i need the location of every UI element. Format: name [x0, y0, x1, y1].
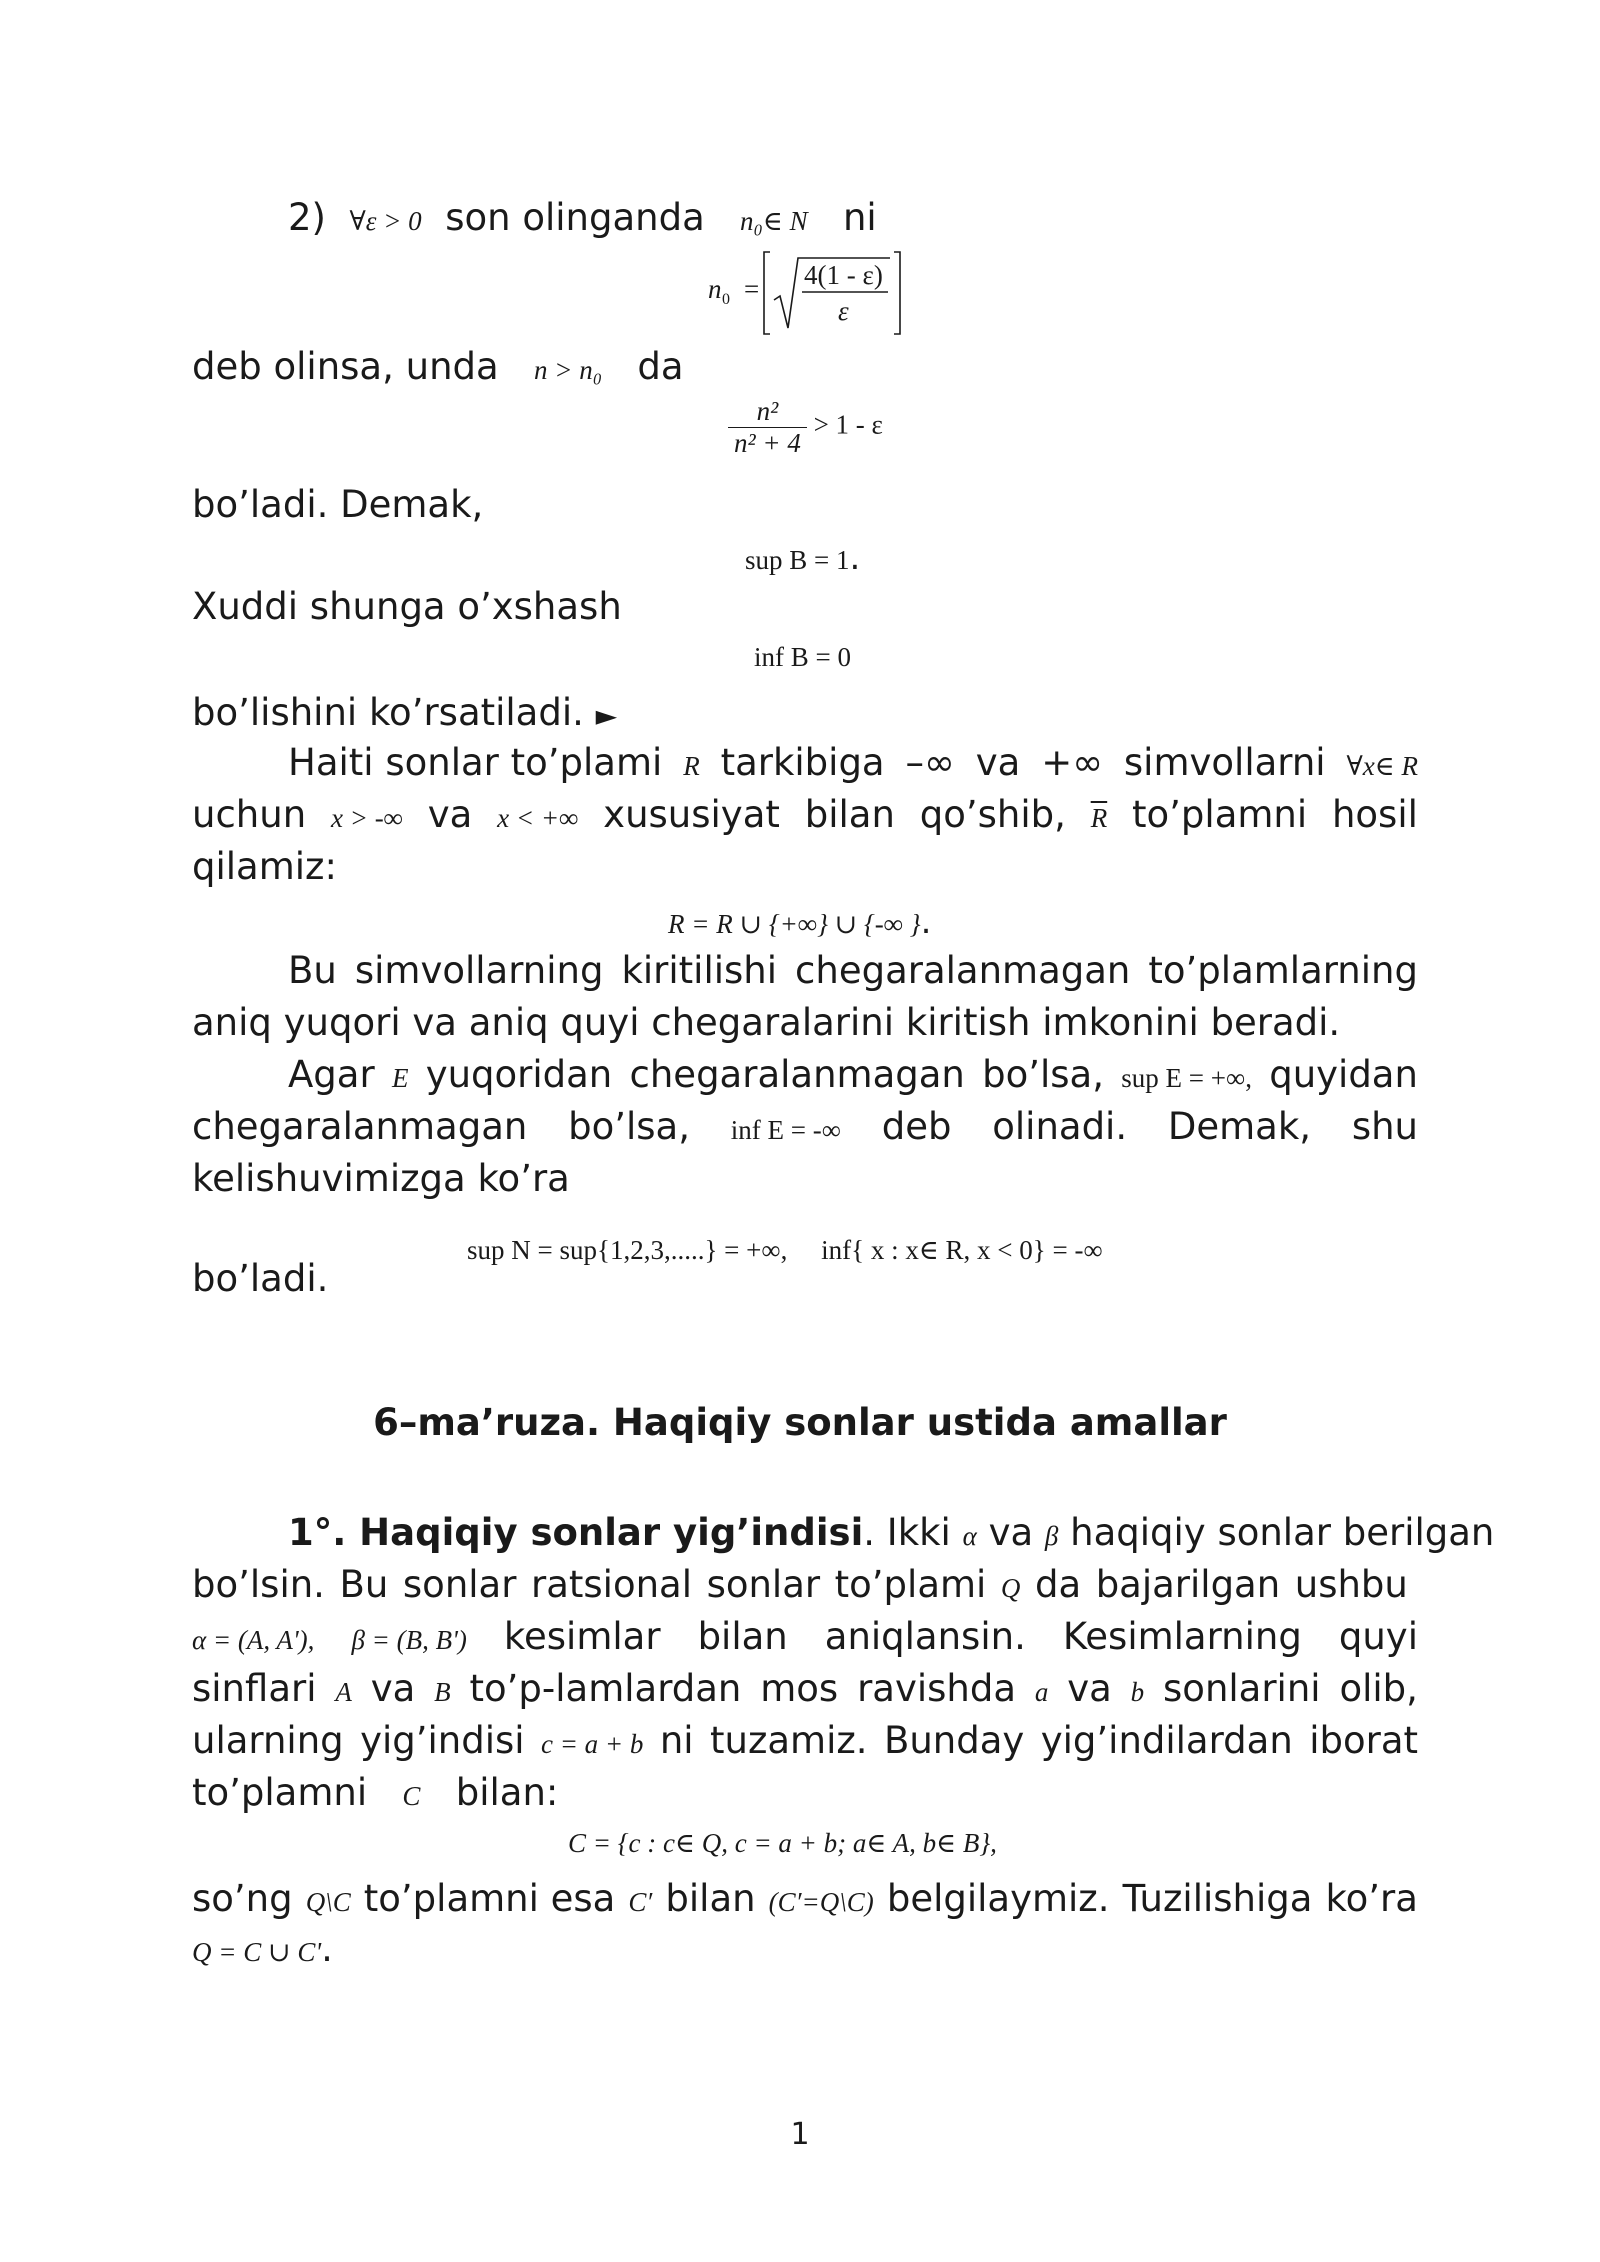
text: chegaralanmagan — [795, 949, 1131, 992]
item-number: 2) — [288, 196, 326, 239]
math-x-lt-plus-inf: x < +∞ — [497, 803, 579, 833]
right-floor-bracket — [894, 252, 900, 334]
justified-line — [192, 1874, 1418, 1927]
text: belgilaymiz. — [886, 1877, 1110, 1920]
math-a: a — [1034, 1677, 1049, 1707]
paragraph-line — [192, 842, 337, 892]
numerator: 4(1 - ε) — [804, 260, 883, 290]
period: . — [920, 902, 932, 942]
paragraph-line — [192, 688, 617, 741]
text: kesimlar — [503, 1615, 661, 1658]
text: Kesimlarning — [1062, 1615, 1302, 1658]
n0-subscript: 0 — [722, 291, 730, 308]
math-b: b — [1130, 1677, 1145, 1707]
text: simvollarning — [354, 949, 604, 992]
text: son olinganda — [445, 196, 705, 239]
math-c-eq-a-plus-b: c = a + b — [540, 1729, 644, 1759]
text: Xuddi shunga o’xshash — [192, 585, 622, 628]
paragraph-line — [192, 582, 622, 632]
n0-symbol: n — [708, 274, 722, 304]
fraction — [728, 396, 807, 459]
math-E: E — [391, 1063, 409, 1093]
text: ravishda — [857, 1667, 1017, 1710]
text: bo’lishini ko’rsatiladi. — [192, 691, 584, 734]
text: tarkibiga — [720, 741, 885, 784]
text: bilan: — [455, 1771, 559, 1814]
text: va — [1067, 1667, 1112, 1710]
text: kelishuvimizga ko’ra — [192, 1157, 570, 1200]
sup-N-text: sup N = sup{1,2,3,.....} = +∞, inf{ x : x∈ R, x < 0} = -∞ — [467, 1235, 1103, 1265]
text: va — [988, 1511, 1034, 1554]
math-n-gt-n0: n > n₀ — [533, 355, 603, 385]
justified-line — [192, 790, 1418, 843]
text: da — [637, 345, 684, 388]
text: sonlar — [706, 1563, 821, 1606]
equals-sign: = — [744, 274, 760, 304]
text: shu — [1351, 1105, 1418, 1148]
math-R-bar: $\overline{R}$ — [1090, 803, 1108, 833]
text: uchun — [192, 793, 307, 836]
fraction-denominator: n² + 4 — [728, 427, 807, 459]
page-number: 1 — [790, 2117, 810, 2152]
text: yig’indisi — [360, 1719, 525, 1762]
text: bo’lsin. — [192, 1563, 325, 1606]
period: . — [849, 538, 861, 578]
left-floor-bracket — [764, 252, 770, 334]
text: bilan — [665, 1877, 756, 1920]
text: hosil — [1331, 793, 1418, 836]
text: Bu — [288, 949, 337, 992]
text: va — [975, 741, 1021, 784]
text: bilan — [697, 1615, 788, 1658]
text: mos — [760, 1667, 839, 1710]
math-Q-minus-C: Q\C — [305, 1887, 351, 1917]
text: ko’ra — [1325, 1877, 1418, 1920]
formula-inequality — [728, 396, 883, 459]
math-x-gt-minus-inf: x > -∞ — [330, 803, 403, 833]
n0-formula-svg — [708, 248, 908, 340]
math-inf-E: inf E = -∞ — [730, 1115, 841, 1145]
text: olinadi. — [992, 1105, 1128, 1148]
sup-B-text: sup B = 1 — [745, 545, 850, 575]
text: sonlarini — [1163, 1667, 1321, 1710]
text: to’plamni — [1132, 793, 1308, 836]
section-heading: 6–ma’ruza. Haqiqiy sonlar ustida amallar — [373, 1401, 1227, 1444]
text: ushbu — [1294, 1563, 1408, 1606]
text: bajarilgan — [1095, 1563, 1281, 1606]
formula-C-set — [568, 1828, 997, 1859]
paragraph-line — [288, 1508, 1494, 1561]
math-A: A — [335, 1677, 352, 1707]
text: to’plamni — [192, 1771, 368, 1814]
math-C-prime-def: (C′=Q\C) — [768, 1887, 874, 1917]
justified-line — [192, 1560, 1408, 1613]
text: Agar — [288, 1053, 375, 1096]
end-of-proof-marker: ► — [595, 699, 618, 732]
denominator: ε — [838, 296, 849, 326]
text: da — [1034, 1563, 1082, 1606]
text: va — [370, 1667, 416, 1710]
paragraph-line — [192, 480, 483, 530]
paragraph-line — [192, 998, 1340, 1048]
paragraph-line — [192, 1154, 570, 1204]
period: . — [321, 1927, 333, 1970]
text: va — [427, 793, 473, 836]
paragraph-line — [192, 1768, 558, 1821]
inequality-rhs: > 1 - ε — [813, 409, 883, 440]
math-C: C — [402, 1781, 421, 1811]
math-n0-in-N: n₀∈ N — [740, 206, 808, 236]
text: sonlar — [402, 1563, 517, 1606]
fraction-numerator: n² — [756, 396, 779, 426]
text: deb olinsa, unda — [192, 345, 499, 388]
text: to’plami — [834, 1563, 987, 1606]
text: chegaralanmagan — [192, 1105, 528, 1148]
text: ni — [659, 1719, 694, 1762]
formula-sup-B — [745, 538, 860, 578]
paragraph-line — [192, 1924, 333, 1977]
text: qo’shib, — [919, 793, 1066, 836]
justified-line — [288, 738, 1418, 791]
text: to’p-lamlardan — [469, 1667, 742, 1710]
text: kiritilishi — [621, 949, 778, 992]
text: chegaralanmagan — [629, 1053, 965, 1096]
math-Q: Q — [1000, 1573, 1021, 1603]
text: to’plamni esa — [363, 1877, 616, 1920]
text: aniqlansin. — [824, 1615, 1026, 1658]
inf-B-text: inf B = 0 — [754, 642, 851, 672]
math-alpha-cut: α = (A, A'), — [192, 1625, 315, 1655]
text: iborat — [1309, 1719, 1418, 1762]
justified-line — [192, 1664, 1418, 1717]
math-Q-eq-C-union-Cprime: Q = C ∪ C' — [192, 1937, 322, 1967]
math-B: B — [434, 1677, 451, 1707]
text: bo’lsa, — [568, 1105, 690, 1148]
math-beta-cut: β = (B, B') — [351, 1625, 467, 1655]
math-sup-E: sup E = +∞, — [1121, 1063, 1252, 1093]
paragraph-line — [192, 342, 684, 395]
math-C-prime: C′ — [628, 1887, 653, 1917]
text: ni — [842, 196, 877, 239]
math-forall-x: ∀x∈ R — [1346, 751, 1418, 781]
text: yuqoridan — [425, 1053, 613, 1096]
formula-inf-B — [754, 642, 851, 673]
math-alpha: α — [962, 1521, 977, 1551]
C-set-text: C = {c : c∈ Q, c = a + b; a∈ A, b∈ B}, — [568, 1828, 997, 1858]
math-plus-infinity: +∞ — [1041, 741, 1104, 784]
text: Tuzilishiga — [1122, 1877, 1313, 1920]
text: bo’ladi. Demak, — [192, 483, 484, 526]
justified-line — [288, 946, 1418, 996]
justified-line — [192, 1612, 1418, 1665]
subsection-title: 1°. Haqiqiy sonlar yig’indisi — [288, 1511, 864, 1554]
text: bo’lsa, — [982, 1053, 1104, 1096]
text: deb — [881, 1105, 952, 1148]
R-bar-text: R = R ∪ {+∞} ∪ {-∞ } — [668, 909, 921, 939]
formula-n0 — [708, 248, 908, 347]
math-beta: β — [1044, 1521, 1059, 1551]
paragraph-2-line — [288, 193, 877, 246]
text: bilan — [804, 793, 895, 836]
text: qilamiz: — [192, 845, 337, 888]
text: ularning — [192, 1719, 344, 1762]
text: olib, — [1339, 1667, 1418, 1710]
justified-line — [192, 1716, 1418, 1769]
math-forall-epsilon: ∀ε > 0 — [349, 206, 422, 236]
text: ratsional — [531, 1563, 692, 1606]
text: sinflari — [192, 1667, 317, 1710]
text: simvollarni — [1123, 741, 1326, 784]
text: quyidan — [1269, 1053, 1418, 1096]
text: yig’indilardan — [1040, 1719, 1293, 1762]
text: to’plamlarning — [1148, 949, 1418, 992]
text: tuzamiz. — [709, 1719, 868, 1762]
paragraph-line — [192, 1254, 328, 1304]
text: Haiti sonlar to’plami — [288, 741, 663, 784]
text: Bu — [339, 1563, 389, 1606]
math-R: R — [683, 751, 700, 781]
text: xususiyat — [603, 793, 780, 836]
text: quyi — [1338, 1615, 1418, 1658]
justified-line — [192, 1102, 1418, 1155]
text: . Ikki — [863, 1511, 951, 1554]
formula-R-bar — [668, 902, 931, 942]
justified-line — [288, 1050, 1418, 1103]
formula-sup-N — [440, 1204, 1103, 1297]
text: haqiqiy sonlar berilgan — [1070, 1511, 1495, 1554]
text: Demak, — [1167, 1105, 1312, 1148]
text: bo’ladi. — [192, 1257, 329, 1300]
text: so’ng — [192, 1877, 293, 1920]
text: aniq yuqori va aniq quyi chegaralarini kiritish imkonini beradi. — [192, 1001, 1341, 1044]
math-minus-infinity: –∞ — [905, 741, 955, 784]
text: Bunday — [883, 1719, 1025, 1762]
